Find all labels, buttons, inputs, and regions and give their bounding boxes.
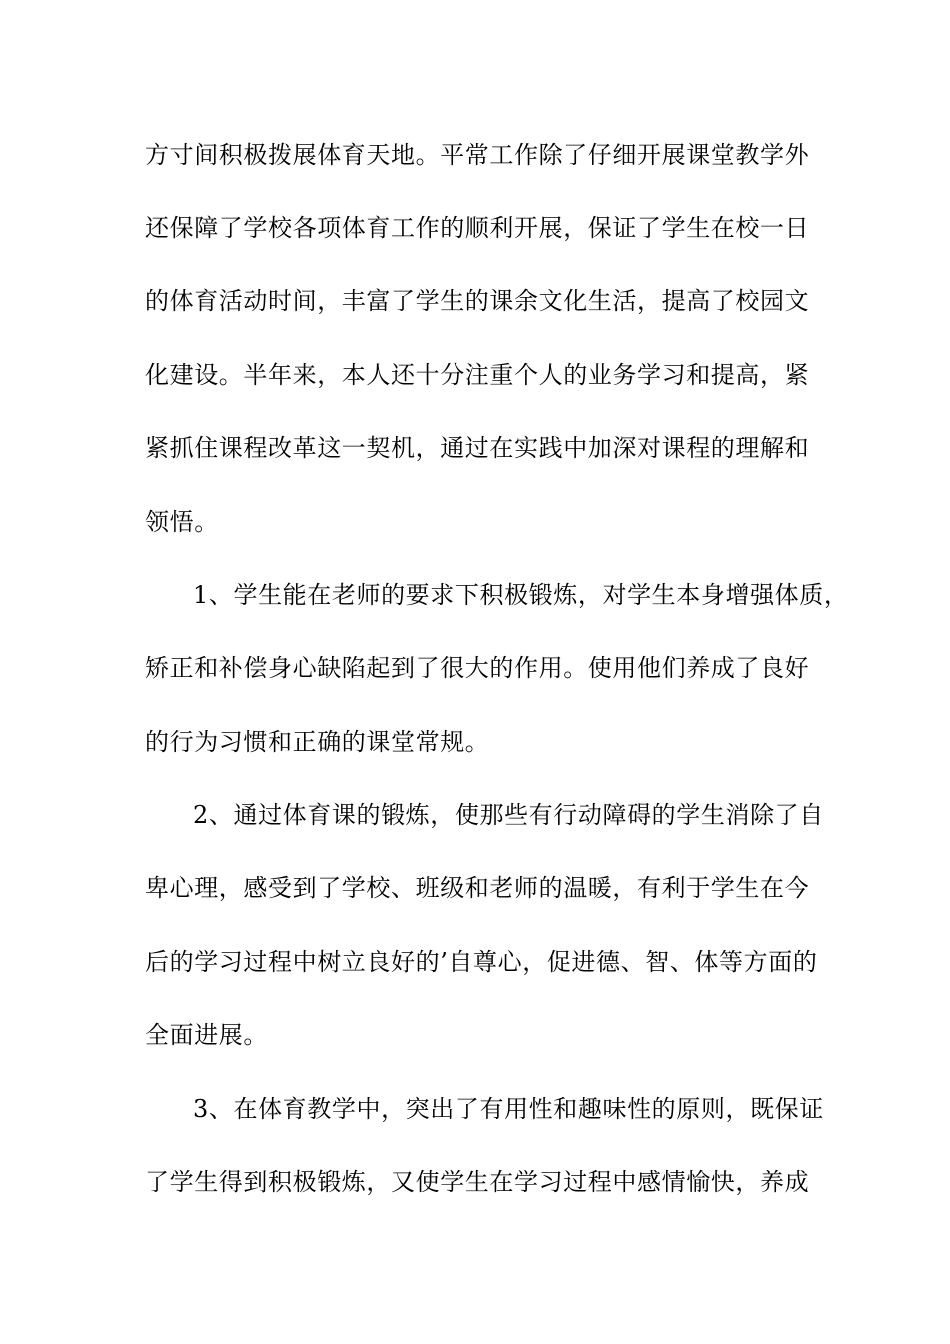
list-item-2-line: 全面进展。 (145, 1021, 268, 1049)
list-item-3-line: 了学生得到积极锻炼，又使学生在学习过程中感情愉快，养成 (145, 1168, 810, 1196)
paragraph-line: 的体育活动时间，丰富了学生的课余文化生活，提高了校园文 (145, 287, 810, 315)
paragraph-line: 还保障了学校各项体育工作的顺利开展，保证了学生在校一日 (145, 214, 810, 242)
list-item-2-line: 后的学习过程中树立良好的’自尊心，促进德、智、体等方面的 (145, 948, 818, 976)
paragraph-line: 领悟。 (145, 508, 219, 536)
paragraph-line: 化建设。半年来，本人还十分注重个人的业务学习和提高，紧 (145, 361, 810, 389)
list-item-1-line: 1、学生能在老师的要求下积极锻炼，对学生本身增强体质， (193, 581, 849, 609)
list-item-1-line: 的行为习惯和正确的课堂常规。 (145, 728, 490, 756)
list-item-3-line: 3、在体育教学中，突出了有用性和趣味性的原则，既保证 (193, 1095, 824, 1123)
paragraph-line: 紧抓住课程改革这一契机，通过在实践中加深对课程的理解和 (145, 434, 810, 462)
paragraph-line: 方寸间积极拨展体育天地。平常工作除了仔细开展课堂教学外 (145, 141, 810, 169)
list-item-1-line: 矫正和补偿身心缺陷起到了很大的作用。使用他们养成了良好 (145, 654, 810, 682)
list-item-2-line: 卑心理，感受到了学校、班级和老师的温暖，有利于学生在今 (145, 874, 810, 902)
list-item-2-line: 2、通过体育课的锻炼，使那些有行动障碍的学生消除了自 (193, 801, 824, 829)
